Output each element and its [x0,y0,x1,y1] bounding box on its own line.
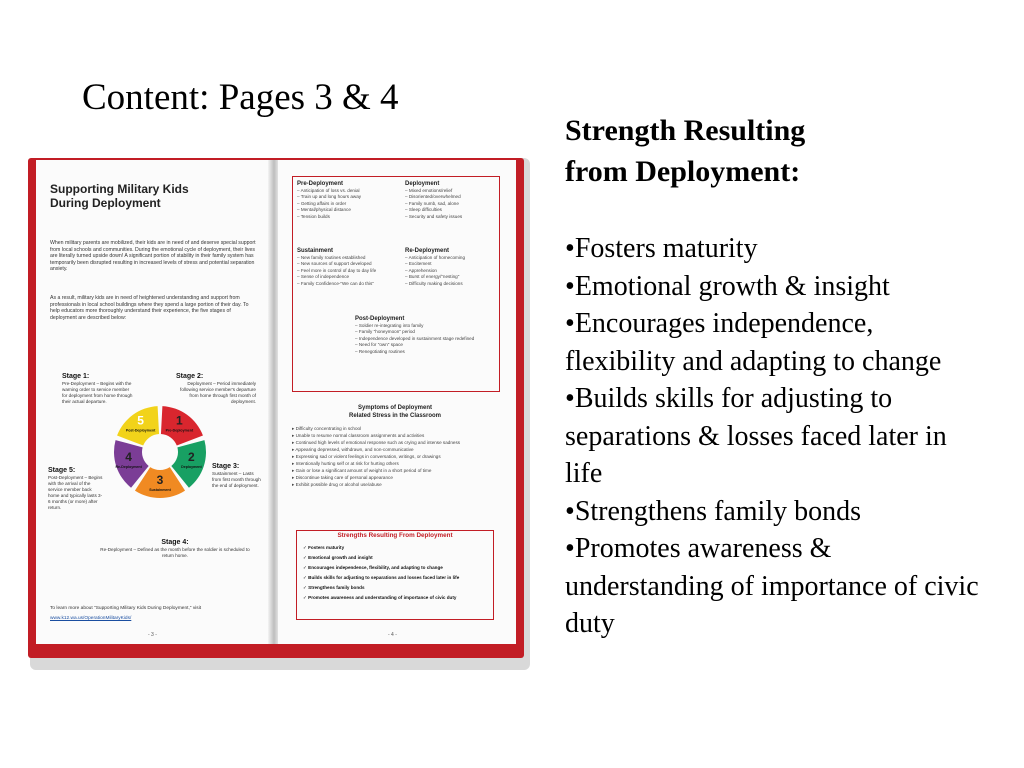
strengths-list [297,541,493,605]
stage-list-item: – Anticipation of loss vs. denial [297,188,360,193]
bullet-item: • Strengthens family bonds [565,493,985,531]
brochure-intro-para1: When military parents are mobilized, their kids are in need of and deserve special support from local schools and communities. During the emotional cycle of deployment, their lives are literally turned upside down! A significant portion of stability in their family system has temporarily been disrupted resulting in increased levels of stress and potential separation anxiety. [50,240,256,273]
symptom-item: ▸ Discontinue taking care of personal appearance [292,474,393,480]
stage-list-item: – Disoriented/overwhelmed [405,194,461,200]
cycle-number-5: 5 [137,413,144,428]
stage-list-item: – New sources of support developed [297,261,372,267]
symptom-item: ▸ Difficulty concentrating in school [292,426,362,431]
bullet-item: • Promotes awareness & understanding of importance of civic duty [565,530,985,643]
stage-list-item: – Renegotiating routines [355,348,405,354]
stage-list-item: – Mixed emotions/relief [405,188,453,193]
brochure-footer-text: To learn more about "Supporting Military Kids During Deployment," visit [50,606,202,611]
stage-list-item: – Getting affairs in order [297,200,347,206]
stage-list-item: – New family routines established [297,255,366,260]
stage-list-item: – Train up and long hours away [297,194,362,200]
strength-item: ✓ Strengthens family bonds [303,585,365,590]
brochure-title-line1: Supporting Military Kids [50,182,189,196]
bullet-item: • Fosters maturity [565,230,985,268]
stage-4 [100,538,250,559]
stage-3-text: Sustainment – Lasts from first month through the end of deployment. [212,471,261,488]
stage-list-item: – Difficulty making decisions [405,280,463,286]
cycle-number-1: 1 [176,413,183,428]
group-sustainment: Sustainment – New family routines established – New sources of support developed – Feel more in control of day to day life – Sense of independence – Family Confidence-"We can do this" [297,247,403,287]
stage-list-item: – Sleep difficulties [405,207,442,213]
stages-box [292,176,500,392]
strength-heading-line1: Strength Resulting [565,114,806,147]
stage-2-label: Stage 2: [176,373,204,380]
cycle-label-5: Post-Deployment [125,428,156,433]
brochure-footer-link: www.k12.wa.us/OperationMilitaryKids/ [50,616,132,621]
stage-list-item: – Soldier re-integrating into family [355,323,424,328]
page-number-3: - 3 - [148,632,157,638]
stage-list-item: – Security and safety issues [405,213,463,219]
symptom-item: ▸ Appearing depressed, withdrawn, and non-communicative [292,446,414,452]
cycle-label-2: Deployment [181,465,202,470]
strength-item: ✓ Encourages independence, flexibility, and adapting to change [303,565,443,570]
brochure-page-4 [278,160,516,644]
stage-list-item: – Anticipation of homecoming [405,255,466,260]
stage-list-item: – Sense of independence [297,274,350,280]
strength-item: ✓ Builds skills for adjusting to separations and losses faced later in life [303,575,460,580]
bullet-item: • Emotional growth & insight [565,268,985,306]
bullet-item: • Builds skills for adjusting to separations & losses faced later in life [565,380,985,493]
stage-5 [48,466,104,511]
stage-list-item: – Mental/physical distance [297,207,351,213]
brochure-intro-para2: As a result, military kids are in need of heightened understanding and support from professionals in local school buildings where they spend a large portion of their day. To help educators more thoroughly understand their experience, the five stages of deployment are described below: [50,295,249,321]
symptom-item: ▸ Gain or lose a significant amount of weight in a short period of time [292,467,432,473]
stage-2-text: Deployment – Period immediately following service member's departure from home through first month of deployment. [180,381,256,404]
deployment-cycle-diagram [108,388,212,512]
stage-list-item: – Tension builds [297,213,330,219]
stage-1-text: Pre-Deployment – Begins with the warning order to service member for deployment from home through their actual departure. [62,381,133,404]
symptom-item: ▸ Intentionally hurting self or at risk for hurting others [292,460,399,466]
stage-4-label: Stage 4: [161,539,189,546]
stage-5-label: Stage 5: [48,467,76,474]
brochure-title-line2: During Deployment [50,196,161,210]
symptom-item: ▸ Exhibit possible drug or alcohol use/abuse [292,481,382,487]
bullet-item: • Encourages independence, flexibility and adapting to change [565,305,985,380]
slide-title: Content: Pages 3 & 4 [82,77,399,118]
cycle-label-3: Sustainment [149,488,171,492]
stage-3 [212,462,262,489]
brochure-image [26,154,526,666]
cycle-number-3: 3 [156,473,164,487]
stage-list-item: – Need for "own" space [355,342,403,348]
cycle-label-4: Re-Deployment [115,465,142,470]
symptoms-title: Symptoms of Deployment Related Stress in the Classroom [348,405,442,419]
stage-4-text: Re-Deployment – Defined as the month before the soldier is scheduled to return home. [100,547,250,558]
strengths-title: Strengths Resulting From Deployment [337,532,453,539]
group-pre-deployment: Pre-Deployment – Anticipation of loss vs. denial – Train up and long hours away – Getting affairs in order – Mental/physical distance – Tension builds [297,180,397,220]
page-number-4: - 4 - [388,632,397,638]
brochure-cover [28,158,524,658]
stage-list-item: – Family "honeymoon" period [355,329,415,335]
stage-list-item: – Independence developed in sustainment stage redefined [355,335,475,341]
symptom-item: ▸ Continued high levels of emotional response such as crying and intense sadness [292,439,461,445]
stage-1-label: Stage 1: [62,373,90,380]
symptom-item: ▸ Expressing sad or violent feelings in conversation, writings, or drawings [292,453,441,459]
group-re-deployment: Re-Deployment – Anticipation of homecoming – Excitement – Apprehension – Burst of energy/"nesting" – Difficulty making decisions [405,247,497,287]
strength-heading [565,110,985,192]
stage-list-item: – Family Confidence-"We can do this" [297,280,374,286]
strength-item: ✓ Emotional growth and insight [303,555,373,560]
stage-list-item: – Excitement [405,261,432,267]
stage-3-label: Stage 3: [212,463,240,470]
cycle-label-1: Pre-Deployment [165,428,194,433]
stage-5-text: Post-Deployment – Begins with the arrival of the service member back home and typically lasts 3-6 months (or more) after return. [48,475,103,510]
stage-list-item: – Apprehension [405,267,437,273]
strength-bullet-list [565,230,985,643]
stage-list-item: – Burst of energy/"nesting" [405,274,460,280]
stage-list-item: – Family numb, sad, alone [405,200,459,206]
group-post-deployment: Post-Deployment – Soldier re-integrating into family – Family "honeymoon" period – Independence developed in sustainment stage redefined – Need for "own" space – Renegotiating routines [355,316,475,354]
cycle-number-2: 2 [188,450,195,465]
strength-item: ✓ Fosters maturity [303,545,345,550]
cycle-number-4: 4 [125,450,132,465]
symptoms-list [292,426,498,489]
symptom-item: ▸ Unable to resume normal classroom assignments and activities [292,432,425,438]
group-deployment: Deployment – Mixed emotions/relief – Disoriented/overwhelmed – Family numb, sad, alone – Sleep difficulties – Security and safety issues [405,180,497,220]
strengths-box [296,530,494,620]
strength-item: ✓ Promotes awareness and understanding of importance of civic duty [303,595,457,600]
brochure-page-3 [36,160,270,644]
strength-heading-line2: from Deployment: [565,155,801,188]
stage-list-item: – Feel more in control of day to day life [297,267,377,273]
strength-panel [565,110,985,643]
